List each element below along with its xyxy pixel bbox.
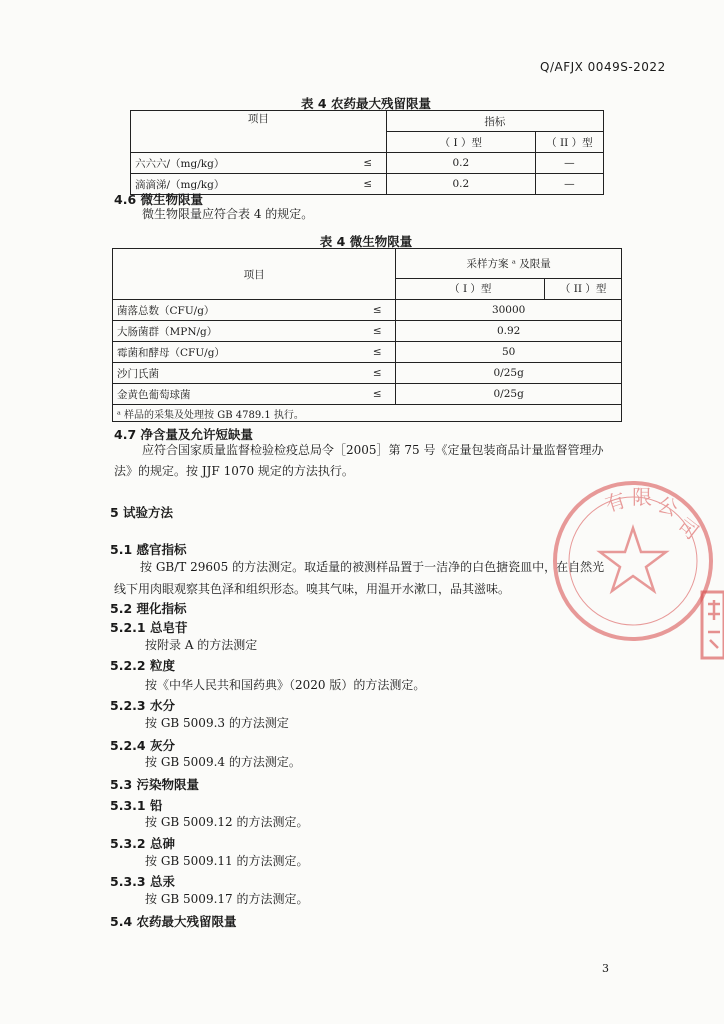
- col-item-header: 项目: [131, 111, 387, 153]
- row-item: 金黄色葡萄球菌: [113, 384, 360, 405]
- row-item: 霉菌和酵母（CFU/g）: [113, 342, 360, 363]
- row-value: 0/25g: [396, 384, 622, 405]
- row-value: 0/25g: [396, 363, 622, 384]
- row-value: 30000: [396, 300, 622, 321]
- row-value: —: [535, 174, 603, 195]
- standard-number: Q/AFJX 0049S-2022: [540, 60, 666, 74]
- table-caption-pesticide: 表 4 农药最大残留限量: [301, 96, 431, 111]
- svg-text:有: 有: [602, 487, 629, 517]
- col-item-header: 项目: [113, 249, 396, 300]
- section-text: 按 GB 5009.4 的方法测定。: [145, 755, 301, 769]
- table-footnote: ᵃ 样品的采集及处理按 GB 4789.1 执行。: [113, 405, 622, 422]
- section-text: 法》的规定。按 JJF 1070 规定的方法执行。: [114, 464, 354, 478]
- le-sign: ≤: [359, 363, 396, 384]
- row-value: 0.92: [396, 321, 622, 342]
- table-row: [131, 153, 604, 174]
- section-heading: 5.2.3 水分: [110, 698, 175, 713]
- type2-header: （ II ）型: [545, 278, 622, 299]
- section-heading: 5.3.1 铅: [110, 798, 163, 813]
- section-heading: 4.6 微生物限量: [114, 192, 203, 207]
- section-text: 线下用肉眼观察其色泽和组织形态。嗅其气味，用温开水漱口，品其滋味。: [114, 582, 511, 596]
- section-text: 按 GB 5009.3 的方法测定: [145, 716, 289, 730]
- section-heading: 5.2 理化指标: [110, 601, 187, 616]
- section-heading: 5 试验方法: [110, 505, 174, 520]
- table-row: [113, 363, 622, 384]
- type1-header: （ I ）型: [386, 132, 535, 153]
- section-heading: 5.2.4 灰分: [110, 738, 175, 753]
- row-item: 大肠菌群（MPN/g）: [113, 321, 360, 342]
- le-sign: ≤: [359, 300, 396, 321]
- row-item: 六六六/（mg/kg）: [131, 153, 350, 174]
- company-seal: [548, 476, 718, 646]
- section-text: 按《中华人民共和国药典》（2020 版）的方法测定。: [145, 678, 426, 692]
- section-text: 应符合国家质量监督检验检疫总局令［2005］第 75 号《定量包装商品计量监督管理办: [142, 443, 604, 457]
- le-sign: ≤: [359, 321, 396, 342]
- row-value: 0.2: [386, 174, 535, 195]
- section-heading: 5.3.3 总汞: [110, 874, 175, 889]
- table-row: [113, 321, 622, 342]
- type1-header: （ I ）型: [396, 278, 545, 299]
- page-number: 3: [602, 962, 609, 975]
- type2-header: （ II ）型: [535, 132, 603, 153]
- table-row: [113, 384, 622, 405]
- section-heading: 5.1 感官指标: [110, 542, 187, 557]
- section-heading: 5.2.2 粒度: [110, 658, 175, 673]
- svg-text:公: 公: [654, 491, 681, 521]
- row-item: 菌落总数（CFU/g）: [113, 300, 360, 321]
- table-microbial: [112, 248, 622, 422]
- row-item: 沙门氏菌: [113, 363, 360, 384]
- table-pesticide: [130, 110, 604, 195]
- section-heading: 4.7 净含量及允许短缺量: [114, 427, 253, 442]
- table-caption-micro: 表 4 微生物限量: [319, 234, 413, 249]
- row-value: 50: [396, 342, 622, 363]
- section-text: 按 GB 5009.11 的方法测定。: [145, 854, 309, 868]
- section-heading: 5.2.1 总皂苷: [110, 620, 188, 635]
- section-heading: 5.3.2 总砷: [110, 836, 175, 851]
- le-sign: ≤: [350, 153, 387, 174]
- section-heading: 5.3 污染物限量: [110, 777, 199, 792]
- svg-text:司: 司: [672, 513, 704, 545]
- col-sampling-header: 采样方案 ᵃ 及限量: [396, 249, 622, 279]
- section-text: 按附录 A 的方法测定: [145, 638, 258, 652]
- svg-text:限: 限: [632, 485, 652, 509]
- section-text: 按 GB 5009.12 的方法测定。: [145, 815, 309, 829]
- le-sign: ≤: [350, 174, 387, 195]
- row-value: 0.2: [386, 153, 535, 174]
- section-text: 按 GB 5009.17 的方法测定。: [145, 892, 309, 906]
- le-sign: ≤: [359, 384, 396, 405]
- section-text: 按 GB/T 29605 的方法测定。取适量的被测样品置于一洁净的白色搪瓷皿中，在自然光: [140, 560, 605, 574]
- seal-fragment: [700, 590, 724, 660]
- table-row: [113, 342, 622, 363]
- row-value: —: [535, 153, 603, 174]
- section-text: 微生物限量应符合表 4 的规定。: [142, 207, 314, 221]
- row-item: 滴滴涕/（mg/kg）: [131, 174, 350, 195]
- col-index-header: 指标: [386, 111, 603, 132]
- section-heading: 5.4 农药最大残留限量: [110, 914, 237, 929]
- table-row: [113, 300, 622, 321]
- le-sign: ≤: [359, 342, 396, 363]
